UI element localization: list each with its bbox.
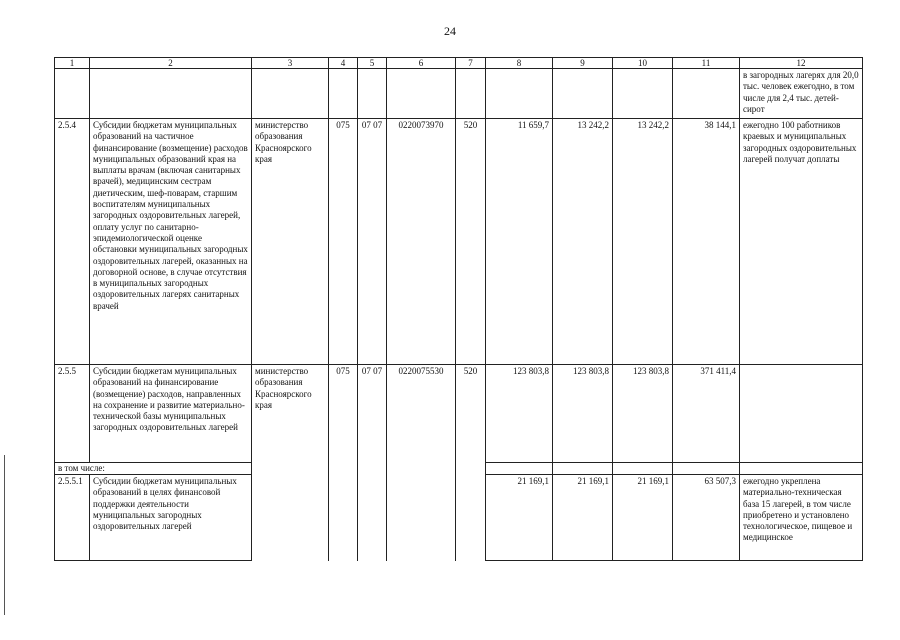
header-cell-4: 4: [329, 58, 358, 69]
row-name: Субсидии бюджетам муниципальных образований в целях финансовой поддержки деятельности муниципальных загородных оздоровительных лагерей: [90, 475, 252, 561]
row-year1: 21 169,1: [486, 475, 553, 561]
table-row-continuation: [55, 69, 863, 119]
row-result: [740, 365, 863, 463]
page-number: 24: [444, 24, 456, 38]
row-result: ежегодно 100 работников краевых и муниципальных загородных оздоровительных лагерей получат доплаты: [740, 119, 863, 365]
header-cell-5: 5: [358, 58, 387, 69]
header-cell-6: 6: [387, 58, 456, 69]
row-total: 63 507,3: [673, 475, 740, 561]
header-cell-9: 9: [553, 58, 613, 69]
row-year1: 11 659,7: [486, 119, 553, 365]
row-executor: министерство образования Красноярского края: [252, 365, 329, 561]
row-vr: 520: [456, 365, 486, 561]
row-name: Субсидии бюджетам муниципальных образований на финансирование (возмещение) расходов, направленных на сохранение и развитие материально-технической базы муниципальных загородных оздоровительных лагерей: [90, 365, 252, 463]
margin-line: [4, 455, 5, 615]
row-result: ежегодно укреплена материально-техническая база 15 лагерей, в том числе приобретено и установлено технологическое, пищевое и медицинское: [740, 475, 863, 561]
continuation-result: в загородных лагерях для 20,0 тыс. человек ежегодно, в том числе для 2,4 тыс. детей-сирот: [740, 69, 863, 119]
row-total: 38 144,1: [673, 119, 740, 365]
row-vr: 520: [456, 119, 486, 365]
table-row-2-5-4: [55, 119, 863, 365]
header-cell-1: 1: [55, 58, 90, 69]
row-year1: 123 803,8: [486, 365, 553, 463]
row-year3: 13 242,2: [613, 119, 673, 365]
row-year3: 21 169,1: [613, 475, 673, 561]
header-row: [55, 58, 863, 69]
including-label: в том числе:: [55, 463, 252, 475]
row-name: Субсидии бюджетам муниципальных образований на частичное финансирование (возмещение) расходов муниципальных образований края на выплаты врачам (включая санитарных врачей), медицинским сестрам диетическим, шеф-поварам, старшим воспитателям муниципальных загородных оздоровительных лагерей, оплату услуг по санитарно-эпидемиологической оценке обстановки муниципальных загородных оздоровительных лагерей, оказанных на договорной основе, в случае отсутствия в муниципальных загородных оздоровительных лагерях санитарных врачей: [90, 119, 252, 365]
row-year2: 21 169,1: [553, 475, 613, 561]
row-year2: 13 242,2: [553, 119, 613, 365]
row-year2: 123 803,8: [553, 365, 613, 463]
header-cell-2: 2: [90, 58, 252, 69]
row-rzpr: 07 07: [358, 365, 387, 561]
row-total: 371 411,4: [673, 365, 740, 463]
table-row-2-5-5: [55, 365, 863, 463]
row-code: 2.5.5.1: [55, 475, 90, 561]
row-year3: 123 803,8: [613, 365, 673, 463]
row-csr: 0220073970: [387, 119, 456, 365]
row-grbs: 075: [329, 119, 358, 365]
row-csr: 0220075530: [387, 365, 456, 561]
header-cell-11: 11: [673, 58, 740, 69]
row-grbs: 075: [329, 365, 358, 561]
header-cell-7: 7: [456, 58, 486, 69]
row-rzpr: 07 07: [358, 119, 387, 365]
header-cell-12: 12: [740, 58, 863, 69]
row-executor: министерство образования Красноярского края: [252, 119, 329, 365]
row-code: 2.5.5: [55, 365, 90, 463]
header-cell-3: 3: [252, 58, 329, 69]
header-cell-8: 8: [486, 58, 553, 69]
budget-table: [54, 57, 863, 561]
row-code: 2.5.4: [55, 119, 90, 365]
header-cell-10: 10: [613, 58, 673, 69]
